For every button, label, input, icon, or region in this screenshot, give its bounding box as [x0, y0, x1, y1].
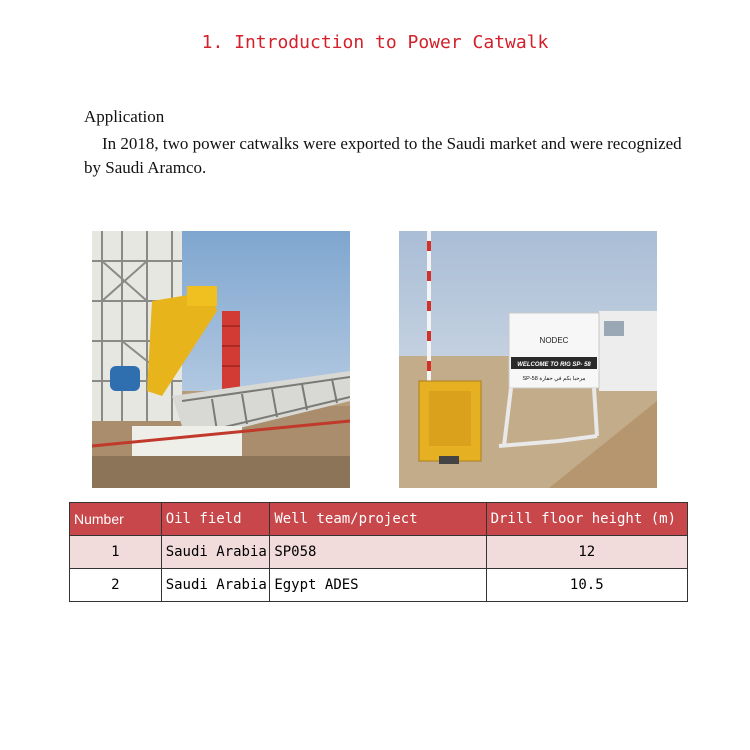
- table-header-row: [70, 503, 688, 536]
- section-paragraph: In 2018, two power catwalks were exported to the Saudi market and were recognized by Saudi Aramco.: [84, 134, 682, 177]
- sign-arabic-text: SP-58 مرحبا بكم في حفارة: [522, 376, 586, 382]
- cell-oil-field: Saudi Arabia: [161, 569, 270, 602]
- section-heading: Application: [84, 107, 165, 126]
- cell-well-team: Egypt ADES: [270, 569, 486, 602]
- cell-well-team: SP058: [270, 536, 486, 569]
- rig-sign-photo: [399, 231, 657, 488]
- projects-table: [69, 502, 688, 602]
- catwalk-photo: [92, 231, 350, 488]
- table-row: [70, 536, 688, 569]
- header-oil-field: Oil field: [161, 503, 270, 536]
- cell-drill-floor-height: 10.5: [486, 569, 687, 602]
- header-well-team: Well team/project: [270, 503, 486, 536]
- sign-logo-text: NODEC: [539, 336, 569, 345]
- cell-drill-floor-height: 12: [486, 536, 687, 569]
- cell-number: 2: [70, 569, 162, 602]
- cell-number: 1: [70, 536, 162, 569]
- header-number: Number: [70, 503, 162, 536]
- sign-welcome-text: WELCOME TO RIG SP- 58: [517, 362, 591, 368]
- table-row: [70, 569, 688, 602]
- header-drill-floor-height: Drill floor height (m): [486, 503, 687, 536]
- cell-oil-field: Saudi Arabia: [161, 536, 270, 569]
- page-title: 1. Introduction to Power Catwalk: [201, 32, 549, 53]
